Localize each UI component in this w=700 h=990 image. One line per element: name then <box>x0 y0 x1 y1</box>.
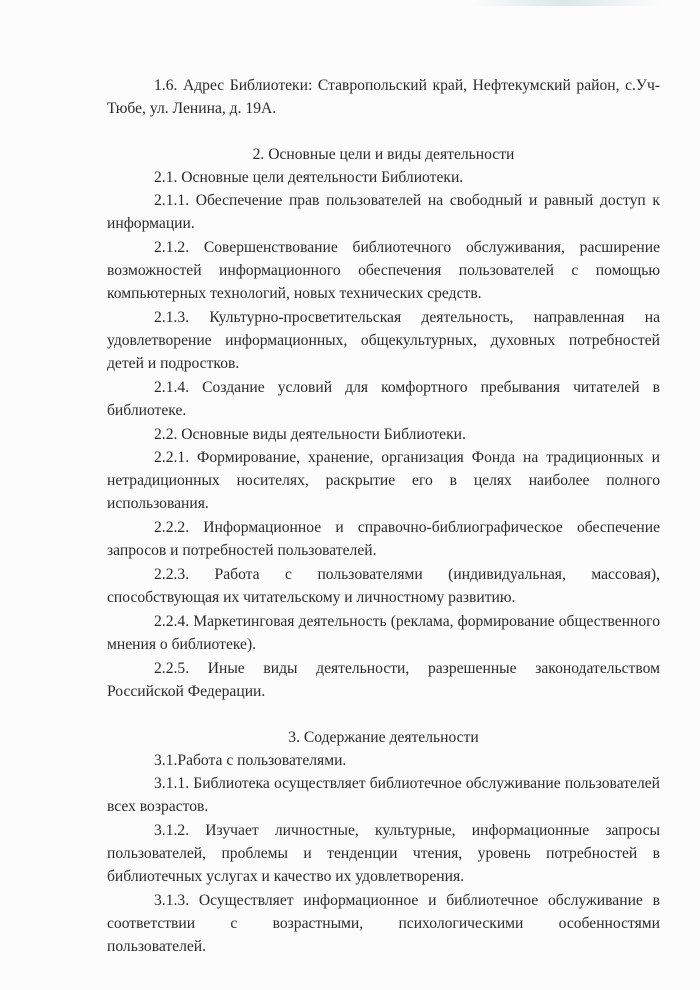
paragraph-2-2-1: 2.2.1. Формирование, хранение, организация Фонда на традиционных и нетрадиционных носителях, раскрытие его в целях наиболее полного использования. <box>107 449 660 512</box>
paragraph-3-1-2: 3.1.2. Изучает личностные, культурные, информационные запросы пользователей, проблемы и тенденции чтения, уровень потребностей в библиотечных услугах и качество их удовлетворения. <box>107 822 660 885</box>
paragraph-2-1-1: 2.1.1. Обеспечение прав пользователей на свободный и равный доступ к информации. <box>107 192 660 232</box>
paragraph-2-2-2: 2.2.2. Информационное и справочно-библиографическое обеспечение запросов и потребностей пользователей. <box>107 519 660 559</box>
paragraph-2-2-3: 2.2.3. Работа с пользователями (индивидуальная, массовая), способствующая их читательскому и личностному развитию. <box>107 566 660 606</box>
paragraph-3-1: 3.1.Работа с пользователями. <box>154 752 347 769</box>
paragraph-3-1-1: 3.1.1. Библиотека осуществляет библиотечное обслуживание пользователей всех возрастов. <box>107 775 660 815</box>
paragraph-2-1-3: 2.1.3. Культурно-просветительская деятельность, направленная на удовлетворение информационных, общекультурных, духовных потребностей детей и подростков. <box>107 309 660 372</box>
paragraph-2-1-4: 2.1.4. Создание условий для комфортного пребывания читателей в библиотеке. <box>107 379 660 419</box>
paragraph-2-1: 2.1. Основные цели деятельности Библиотеки. <box>154 169 464 186</box>
paragraph-2-2-4: 2.2.4. Маркетинговая деятельность (реклама, формирование общественного мнения о библиотеке). <box>107 613 660 653</box>
paragraph-3-1-3-line-2: соответствии с возрастными, психологическими особенностями <box>107 915 660 932</box>
document-body <box>107 74 660 958</box>
paragraph-3-1-3-line-3: пользователей. <box>107 938 207 955</box>
scan-edge-mark <box>470 0 660 6</box>
paragraph-2-1-2: 2.1.2. Совершенствование библиотечного обслуживания, расширение возможностей информационного обеспечения пользователей с помощью компьютерных технологий, новых технических средств. <box>107 239 660 302</box>
section-3-heading: 3. Содержание деятельности <box>288 729 479 746</box>
paragraph-1-6-address: 1.6. Адрес Библиотеки: Ставропольский край, Нефтекумский район, с.Уч-Тюбе, ул. Ленина, д. 19А. <box>107 77 660 117</box>
paragraph-3-1-3-line-1: 3.1.3. Осуществляет информационное и библиотечное обслуживание в <box>154 892 660 909</box>
paragraph-2-2-5: 2.2.5. Иные виды деятельности, разрешенные законодательством Российской Федерации. <box>107 660 660 700</box>
section-2-heading: 2. Основные цели и виды деятельности <box>252 146 515 163</box>
paragraph-2-2: 2.2. Основные виды деятельности Библиотеки. <box>154 426 466 443</box>
